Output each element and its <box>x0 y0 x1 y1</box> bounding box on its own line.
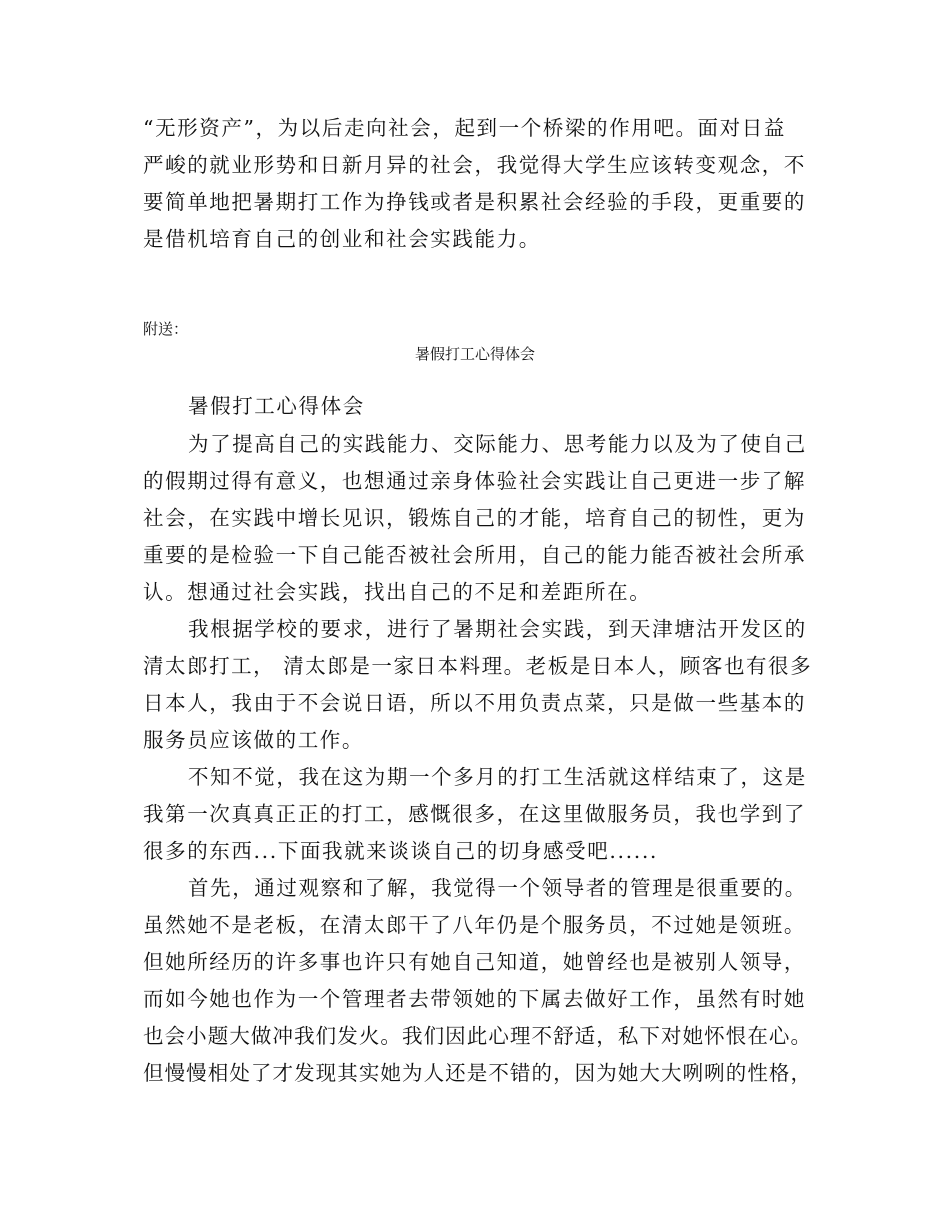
appendix-label: 附送： <box>143 320 189 338</box>
paragraph-line: 重要的是检验一下自己能否被社会所用，自己的能力能否被社会所承 <box>143 543 806 567</box>
intro-line: 是借机培育自己的创业和社会实践能力。 <box>143 227 541 251</box>
paragraph-line: 清太郎打工， 清太郎是一家日本料理。老板是日本人，顾客也有很多 <box>143 654 813 678</box>
intro-line: 严峻的就业形势和日新月异的社会，我觉得大学生应该转变观念，不 <box>143 153 806 177</box>
paragraph-line: 不知不觉，我在这为期一个多月的打工生活就这样结束了，这是 <box>188 765 807 789</box>
paragraph-line: 虽然她不是老板，在清太郎干了八年仍是个服务员，不过她是领班。 <box>143 913 806 937</box>
paragraph-line: 很多的东西...下面我就来谈谈自己的切身感受吧...... <box>143 839 659 863</box>
article-heading: 暑假打工心得体会 <box>188 394 365 418</box>
paragraph-line: 但慢慢相处了才发现其实她为人还是不错的，因为她大大咧咧的性格， <box>143 1061 813 1085</box>
paragraph-line: 日本人，我由于不会说日语，所以不用负责点菜，只是做一些基本的 <box>143 691 806 715</box>
paragraph-line: 首先，通过观察和了解，我觉得一个领导者的管理是很重要的。 <box>188 876 807 900</box>
paragraph-line: 社会，在实践中增长见识，锻炼自己的才能，培育自己的韧性，更为 <box>143 506 806 530</box>
intro-line: “无形资产”，为以后走向社会，起到一个桥梁的作用吧。面对日益 <box>143 116 786 140</box>
paragraph-line: 为了提高自己的实践能力、交际能力、思考能力以及为了使自己 <box>188 432 807 456</box>
paragraph-line: 我根据学校的要求，进行了暑期社会实践，到天津塘沽开发区的 <box>188 617 807 641</box>
paragraph-line: 认。想通过社会实践，找出自己的不足和差距所在。 <box>143 580 652 604</box>
paragraph-line: 的假期过得有意义，也想通过亲身体验社会实践让自己更进一步了解 <box>143 469 806 493</box>
paragraph-line: 服务员应该做的工作。 <box>143 728 364 752</box>
appendix-title: 暑假打工心得体会 <box>414 345 535 363</box>
paragraph-line: 我第一次真真正正的打工，感慨很多，在这里做服务员，我也学到了 <box>143 802 806 826</box>
paragraph-line: 但她所经历的许多事也许只有她自己知道，她曾经也是被别人领导， <box>143 950 806 974</box>
paragraph-line: 也会小题大做冲我们发火。我们因此心理不舒适，私下对她怀恨在心。 <box>143 1024 813 1048</box>
intro-line: 要简单地把暑期打工作为挣钱或者是积累社会经验的手段，更重要的 <box>143 190 806 214</box>
paragraph-line: 而如今她也作为一个管理者去带领她的下属去做好工作，虽然有时她 <box>143 987 806 1011</box>
